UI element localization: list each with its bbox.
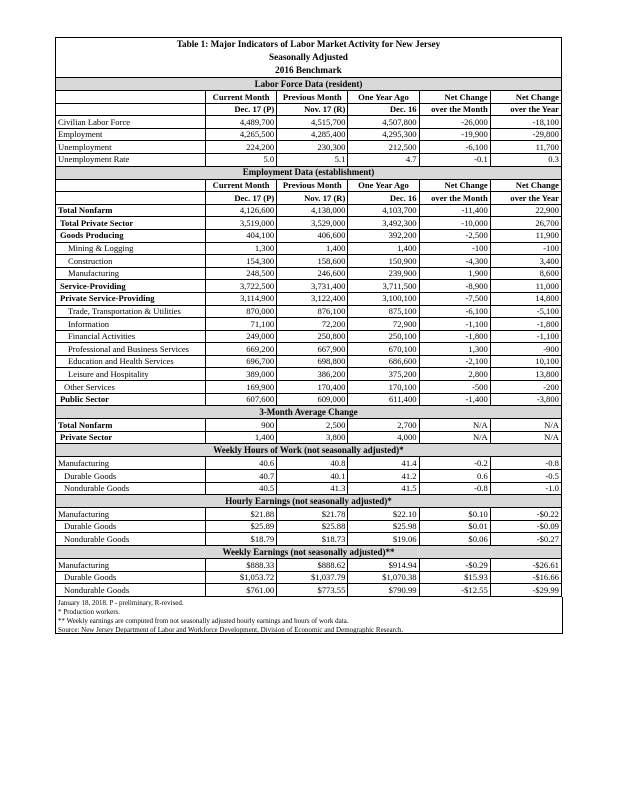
data-cell: $25.89 xyxy=(206,520,277,533)
data-cell: 3,492,300 xyxy=(348,217,419,230)
data-cell: 609,000 xyxy=(277,393,348,406)
data-cell: 158,600 xyxy=(277,255,348,268)
data-cell: 41.2 xyxy=(348,470,419,483)
column-header: Net Change xyxy=(419,91,490,104)
data-cell: 40.8 xyxy=(277,457,348,470)
column-header: One Year Ago xyxy=(348,91,419,104)
data-cell: -100 xyxy=(419,242,490,255)
table-row xyxy=(56,204,562,217)
column-header: Dec. 16 xyxy=(348,192,419,205)
data-cell: 686,600 xyxy=(348,355,419,368)
data-cell: 386,200 xyxy=(277,368,348,381)
section-header xyxy=(56,406,562,419)
data-cell: $1,037.79 xyxy=(277,571,348,584)
data-cell: 2,800 xyxy=(419,368,490,381)
row-label: Nondurable Goods xyxy=(56,533,206,546)
data-cell: 71,100 xyxy=(206,318,277,331)
data-cell: $21.78 xyxy=(277,508,348,521)
data-cell: -19,900 xyxy=(419,128,490,141)
data-cell: 3,122,400 xyxy=(277,292,348,305)
header-blank xyxy=(56,179,206,192)
section-header xyxy=(56,546,562,559)
column-header-row xyxy=(56,192,562,205)
data-cell: -0.1 xyxy=(419,153,490,166)
data-cell: N/A xyxy=(490,431,561,444)
row-label: Nondurable Goods xyxy=(56,482,206,495)
data-cell: 3,529,000 xyxy=(277,217,348,230)
labor-market-report xyxy=(55,37,561,597)
footnote-production: * Production workers. xyxy=(58,608,121,616)
data-cell: 1,300 xyxy=(419,343,490,356)
table-row xyxy=(56,381,562,394)
data-cell: $0.10 xyxy=(419,508,490,521)
data-cell: -8,900 xyxy=(419,280,490,293)
data-cell: $18.79 xyxy=(206,533,277,546)
data-cell: 41.3 xyxy=(277,482,348,495)
table-row xyxy=(56,482,562,495)
column-header: Net Change xyxy=(490,91,561,104)
table-row xyxy=(56,393,562,406)
column-header: Previous Month xyxy=(277,179,348,192)
table-row xyxy=(56,116,562,129)
column-header: Dec. 17 (P) xyxy=(206,103,277,116)
table-row xyxy=(56,343,562,356)
data-cell: -18,100 xyxy=(490,116,561,129)
table-row xyxy=(56,280,562,293)
data-cell: $0.01 xyxy=(419,520,490,533)
table-row xyxy=(56,470,562,483)
data-cell: 169,900 xyxy=(206,381,277,394)
data-cell: 0.3 xyxy=(490,153,561,166)
data-cell: 246,600 xyxy=(277,267,348,280)
data-cell: -$12.55 xyxy=(419,584,490,597)
data-cell: 698,800 xyxy=(277,355,348,368)
data-cell: -100 xyxy=(490,242,561,255)
data-cell: 40.6 xyxy=(206,457,277,470)
data-cell: 1,400 xyxy=(206,431,277,444)
data-cell: 607,600 xyxy=(206,393,277,406)
data-cell: $25.98 xyxy=(348,520,419,533)
data-cell: 4,507,800 xyxy=(348,116,419,129)
table-row xyxy=(56,305,562,318)
data-cell: $22.10 xyxy=(348,508,419,521)
data-cell: 72,900 xyxy=(348,318,419,331)
data-cell: 250,800 xyxy=(277,330,348,343)
data-cell: 170,400 xyxy=(277,381,348,394)
table-row xyxy=(56,559,562,572)
data-cell: 11,700 xyxy=(490,141,561,154)
header-blank xyxy=(56,103,206,116)
footnote-date: January 18, 2018. P - preliminary, R-revised. xyxy=(58,599,184,607)
table-benchmark: 2016 Benchmark xyxy=(56,64,562,78)
data-cell: 13,800 xyxy=(490,368,561,381)
data-cell: 1,400 xyxy=(348,242,419,255)
data-cell: 26,700 xyxy=(490,217,561,230)
data-cell: 40.7 xyxy=(206,470,277,483)
table-row xyxy=(56,571,562,584)
row-label: Private Sector xyxy=(56,431,206,444)
column-header: over the Month xyxy=(419,103,490,116)
data-cell: 1,300 xyxy=(206,242,277,255)
data-cell: $1,053.72 xyxy=(206,571,277,584)
data-cell: 41.4 xyxy=(348,457,419,470)
data-cell: 2,700 xyxy=(348,419,419,432)
row-label: Information xyxy=(56,318,206,331)
row-label: Nondurable Goods xyxy=(56,584,206,597)
table-row xyxy=(56,368,562,381)
data-cell: 170,100 xyxy=(348,381,419,394)
data-cell: 669,200 xyxy=(206,343,277,356)
data-cell: -2,100 xyxy=(419,355,490,368)
data-cell: -1,100 xyxy=(490,330,561,343)
data-cell: $761.00 xyxy=(206,584,277,597)
data-cell: 154,300 xyxy=(206,255,277,268)
header-blank xyxy=(56,91,206,104)
data-cell: -$0.27 xyxy=(490,533,561,546)
data-cell: -11,400 xyxy=(419,204,490,217)
data-cell: 5.0 xyxy=(206,153,277,166)
data-cell: 3,731,400 xyxy=(277,280,348,293)
table-subtitle: Seasonally Adjusted xyxy=(56,51,562,64)
table-row xyxy=(56,229,562,242)
row-label: Construction xyxy=(56,255,206,268)
data-cell: 41.5 xyxy=(348,482,419,495)
data-cell: $0.06 xyxy=(419,533,490,546)
column-header: Net Change xyxy=(419,179,490,192)
column-header: over the Year xyxy=(490,103,561,116)
table-row xyxy=(56,292,562,305)
row-label: Unemployment Rate xyxy=(56,153,206,166)
column-header: Previous Month xyxy=(277,91,348,104)
data-cell: -900 xyxy=(490,343,561,356)
data-cell: 667,900 xyxy=(277,343,348,356)
row-label: Service-Providing xyxy=(56,280,206,293)
data-cell: 876,100 xyxy=(277,305,348,318)
row-label: Goods Producing xyxy=(56,229,206,242)
data-cell: -$0.29 xyxy=(419,559,490,572)
data-cell: 4,138,000 xyxy=(277,204,348,217)
column-header: Current Month xyxy=(206,91,277,104)
data-cell: 0.6 xyxy=(419,470,490,483)
column-header: Current Month xyxy=(206,179,277,192)
row-label: Manufacturing xyxy=(56,508,206,521)
table-row xyxy=(56,355,562,368)
row-label: Total Private Sector xyxy=(56,217,206,230)
data-cell: -0.8 xyxy=(419,482,490,495)
section-title: 3-Month Average Change xyxy=(56,406,562,419)
data-cell: $773.55 xyxy=(277,584,348,597)
data-cell: $888.62 xyxy=(277,559,348,572)
data-cell: 224,200 xyxy=(206,141,277,154)
data-cell: -0.5 xyxy=(490,470,561,483)
footnote-source: Source: New Jersey Department of Labor and Workforce Development, Division of Economic and Demographic Research. xyxy=(58,626,404,634)
data-cell: $914.94 xyxy=(348,559,419,572)
row-label: Employment xyxy=(56,128,206,141)
data-cell: 875,100 xyxy=(348,305,419,318)
data-cell: 11,900 xyxy=(490,229,561,242)
data-cell: $21.88 xyxy=(206,508,277,521)
table-row xyxy=(56,533,562,546)
data-cell: 4,265,500 xyxy=(206,128,277,141)
row-label: Manufacturing xyxy=(56,559,206,572)
row-label: Civilian Labor Force xyxy=(56,116,206,129)
column-header: over the Month xyxy=(419,192,490,205)
data-cell: -$26.61 xyxy=(490,559,561,572)
table-title: Table 1: Major Indicators of Labor Market Activity for New Jersey xyxy=(56,38,562,52)
data-cell: 22,900 xyxy=(490,204,561,217)
row-label: Other Services xyxy=(56,381,206,394)
data-cell: -0.8 xyxy=(490,457,561,470)
data-cell: -$16.66 xyxy=(490,571,561,584)
data-cell: 3,114,900 xyxy=(206,292,277,305)
data-cell: N/A xyxy=(419,419,490,432)
data-cell: 40.5 xyxy=(206,482,277,495)
data-cell: 5.1 xyxy=(277,153,348,166)
data-cell: 4,285,400 xyxy=(277,128,348,141)
row-label: Manufacturing xyxy=(56,267,206,280)
data-cell: -1,400 xyxy=(419,393,490,406)
data-cell: -1,800 xyxy=(490,318,561,331)
column-header: Nov. 17 (R) xyxy=(277,192,348,205)
data-cell: 10,100 xyxy=(490,355,561,368)
row-label: Leisure and Hospitality xyxy=(56,368,206,381)
data-cell: -5,100 xyxy=(490,305,561,318)
data-cell: $18.73 xyxy=(277,533,348,546)
table-row xyxy=(56,419,562,432)
data-cell: -1,100 xyxy=(419,318,490,331)
table-row xyxy=(56,153,562,166)
data-cell: -10,000 xyxy=(419,217,490,230)
section-header xyxy=(56,78,562,91)
row-label: Manufacturing xyxy=(56,457,206,470)
data-cell: 1,400 xyxy=(277,242,348,255)
data-cell: -29,800 xyxy=(490,128,561,141)
row-label: Durable Goods xyxy=(56,470,206,483)
data-cell: 392,200 xyxy=(348,229,419,242)
data-cell: 248,500 xyxy=(206,267,277,280)
table-row xyxy=(56,242,562,255)
data-cell: 389,000 xyxy=(206,368,277,381)
data-cell: $25.88 xyxy=(277,520,348,533)
data-cell: 150,900 xyxy=(348,255,419,268)
data-cell: 2,500 xyxy=(277,419,348,432)
data-cell: 4,103,700 xyxy=(348,204,419,217)
table-row xyxy=(56,520,562,533)
data-cell: $15.93 xyxy=(419,571,490,584)
data-cell: 249,000 xyxy=(206,330,277,343)
table-row xyxy=(56,457,562,470)
data-cell: $790.99 xyxy=(348,584,419,597)
section-title: Employment Data (establishment) xyxy=(56,166,562,179)
data-cell: 40.1 xyxy=(277,470,348,483)
row-label: Total Nonfarm xyxy=(56,204,206,217)
data-cell: -6,100 xyxy=(419,141,490,154)
data-cell: -1.0 xyxy=(490,482,561,495)
data-cell: 8,600 xyxy=(490,267,561,280)
data-cell: 239,900 xyxy=(348,267,419,280)
data-cell: 406,600 xyxy=(277,229,348,242)
row-label: Private Service-Providing xyxy=(56,292,206,305)
data-cell: -$29.99 xyxy=(490,584,561,597)
data-cell: 611,400 xyxy=(348,393,419,406)
data-cell: -4,300 xyxy=(419,255,490,268)
section-header xyxy=(56,166,562,179)
table-row xyxy=(56,508,562,521)
section-title: Labor Force Data (resident) xyxy=(56,78,562,91)
data-cell: 4,489,700 xyxy=(206,116,277,129)
data-cell: $888.33 xyxy=(206,559,277,572)
data-cell: $19.06 xyxy=(348,533,419,546)
row-label: Trade, Transportation & Utilities xyxy=(56,305,206,318)
data-cell: 72,200 xyxy=(277,318,348,331)
data-cell: $1,070.38 xyxy=(348,571,419,584)
column-header-row xyxy=(56,179,562,192)
data-cell: 3,519,000 xyxy=(206,217,277,230)
data-cell: -7,500 xyxy=(419,292,490,305)
data-cell: 4.7 xyxy=(348,153,419,166)
data-cell: 4,515,700 xyxy=(277,116,348,129)
data-cell: 4,000 xyxy=(348,431,419,444)
data-cell: 230,300 xyxy=(277,141,348,154)
header-blank xyxy=(56,192,206,205)
row-label: Mining & Logging xyxy=(56,242,206,255)
row-label: Total Nonfarm xyxy=(56,419,206,432)
section-title: Weekly Hours of Work (not seasonally adjusted)* xyxy=(56,444,562,457)
row-label: Professional and Business Services xyxy=(56,343,206,356)
table-row xyxy=(56,330,562,343)
data-cell: 3,711,500 xyxy=(348,280,419,293)
data-cell: 870,000 xyxy=(206,305,277,318)
data-cell: 212,500 xyxy=(348,141,419,154)
data-cell: 4,295,300 xyxy=(348,128,419,141)
data-cell: -200 xyxy=(490,381,561,394)
column-header: Dec. 17 (P) xyxy=(206,192,277,205)
column-header: Net Change xyxy=(490,179,561,192)
data-cell: 4,126,600 xyxy=(206,204,277,217)
data-cell: 3,722,500 xyxy=(206,280,277,293)
section-header xyxy=(56,495,562,508)
column-header-row xyxy=(56,91,562,104)
data-cell: 900 xyxy=(206,419,277,432)
row-label: Durable Goods xyxy=(56,571,206,584)
data-cell: 696,700 xyxy=(206,355,277,368)
data-cell: 1,900 xyxy=(419,267,490,280)
indicators-table xyxy=(55,37,562,597)
table-row xyxy=(56,128,562,141)
data-cell: -500 xyxy=(419,381,490,394)
data-cell: 3,800 xyxy=(277,431,348,444)
column-header-row xyxy=(56,103,562,116)
data-cell: -3,800 xyxy=(490,393,561,406)
data-cell: N/A xyxy=(419,431,490,444)
section-title: Hourly Earnings (not seasonally adjusted)* xyxy=(56,495,562,508)
column-header: One Year Ago xyxy=(348,179,419,192)
table-row xyxy=(56,431,562,444)
data-cell: 11,000 xyxy=(490,280,561,293)
row-label: Financial Activities xyxy=(56,330,206,343)
table-row xyxy=(56,255,562,268)
data-cell: N/A xyxy=(490,419,561,432)
data-cell: -26,000 xyxy=(419,116,490,129)
section-header xyxy=(56,444,562,457)
data-cell: -2,500 xyxy=(419,229,490,242)
footnotes xyxy=(55,597,563,634)
data-cell: -0.2 xyxy=(419,457,490,470)
column-header: over the Year xyxy=(490,192,561,205)
data-cell: -6,100 xyxy=(419,305,490,318)
column-header: Dec. 16 xyxy=(348,103,419,116)
data-cell: 670,100 xyxy=(348,343,419,356)
data-cell: 14,800 xyxy=(490,292,561,305)
section-title: Weekly Earnings (not seasonally adjusted)** xyxy=(56,546,562,559)
data-cell: 250,100 xyxy=(348,330,419,343)
footnote-weekly-earnings: ** Weekly earnings are computed from not seasonally adjusted hourly earnings and hours of work data. xyxy=(58,617,349,625)
table-row xyxy=(56,267,562,280)
data-cell: 3,400 xyxy=(490,255,561,268)
row-label: Education and Health Services xyxy=(56,355,206,368)
data-cell: 404,100 xyxy=(206,229,277,242)
data-cell: -1,800 xyxy=(419,330,490,343)
table-row xyxy=(56,217,562,230)
row-label: Durable Goods xyxy=(56,520,206,533)
table-row xyxy=(56,318,562,331)
table-row xyxy=(56,141,562,154)
data-cell: -$0.22 xyxy=(490,508,561,521)
column-header: Nov. 17 (R) xyxy=(277,103,348,116)
row-label: Unemployment xyxy=(56,141,206,154)
row-label: Public Sector xyxy=(56,393,206,406)
data-cell: 375,200 xyxy=(348,368,419,381)
data-cell: 3,100,100 xyxy=(348,292,419,305)
data-cell: -$0.09 xyxy=(490,520,561,533)
table-row xyxy=(56,584,562,597)
